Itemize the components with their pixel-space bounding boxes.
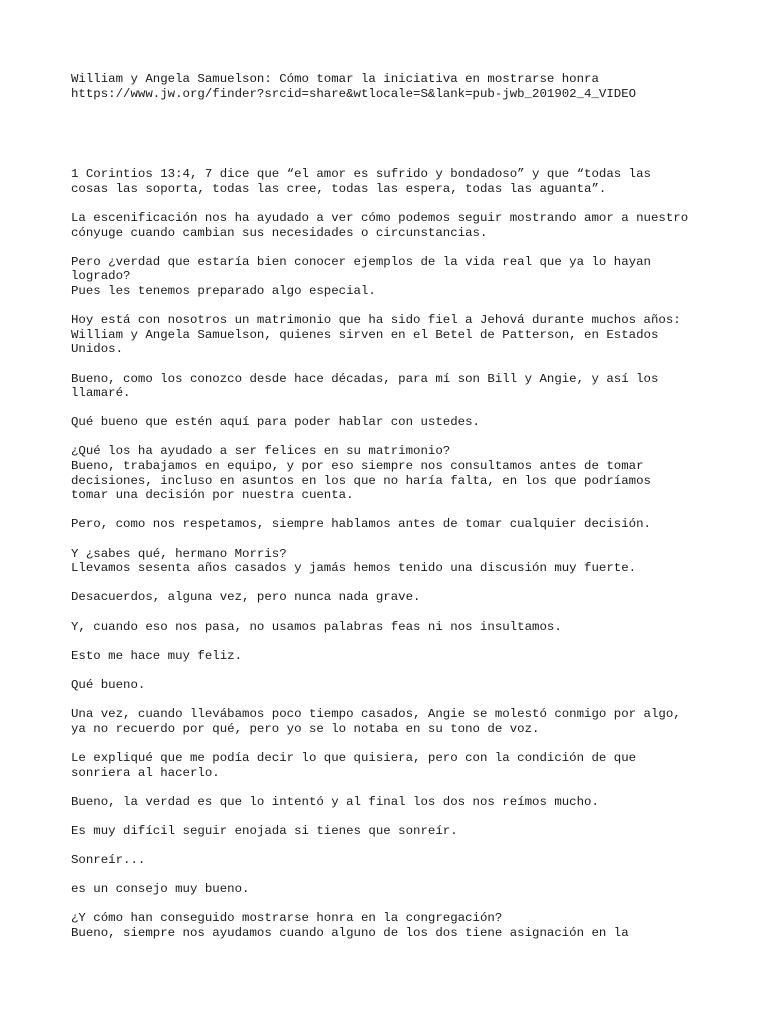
paragraph: ¿Y cómo han conseguido mostrarse honra en la congregación? Bueno, siempre nos ayudamos cuando alguno de los dos tiene asignación en la [71, 911, 629, 941]
paragraph: 1 Corintios 13:4, 7 dice que “el amor es sufrido y bondadoso” y que “todas las cosas las soporta, todas las cree, todas las espera, todas las aguanta”. [71, 167, 651, 196]
paragraph: Y ¿sabes qué, hermano Morris? Llevamos sesenta años casados y jamás hemos tenido una discusión muy fuerte. [71, 546, 637, 576]
paragraph: Qué bueno. [71, 677, 146, 692]
paragraph: Bueno, la verdad es que lo intentó y al final los dos nos reímos mucho. [71, 794, 599, 809]
paragraph: ¿Qué los ha ayudado a ser felices en su matrimonio? Bueno, trabajamos en equipo, y por eso siempre nos consultamos antes de tomar decisiones, incluso en asuntos en los que no haría falta, en los que podríamos tomar una decisión por nuestra cuenta. [71, 444, 651, 503]
paragraph: Pero ¿verdad que estaría bien conocer ejemplos de la vida real que ya lo hayan logrado? Pues les tenemos preparado algo especial. [71, 254, 651, 298]
paragraph: Pero, como nos respetamos, siempre hablamos antes de tomar cualquier decisión. [71, 517, 651, 532]
paragraph: Sonreír... [71, 853, 146, 868]
paragraph: Una vez, cuando llevábamos poco tiempo casados, Angie se molestó conmigo por algo, ya no recuerdo por qué, pero yo se lo notaba en su tono de voz. [71, 707, 681, 736]
paragraph: Y, cuando eso nos pasa, no usamos palabras feas ni nos insultamos. [71, 619, 562, 634]
paragraph: Qué bueno que estén aquí para poder hablar con ustedes. [71, 415, 480, 430]
paragraph: Desacuerdos, alguna vez, pero nunca nada grave. [71, 590, 421, 605]
paragraph: Esto me hace muy feliz. [71, 648, 243, 663]
document-title: William y Angela Samuelson: Cómo tomar la iniciativa en mostrarse honra [71, 72, 599, 86]
source-url: https://www.jw.org/finder?srcid=share&wtlocale=S&lank=pub-jwb_201902_4_VIDEO [71, 86, 637, 101]
paragraph: es un consejo muy bueno. [71, 882, 250, 897]
paragraph: Le expliqué que me podía decir lo que quisiera, pero con la condición de que sonriera al hacerlo. [71, 750, 637, 780]
paragraph: La escenificación nos ha ayudado a ver cómo podemos seguir mostrando amor a nuestro cónyuge cuando cambian sus necesidades o circunstancias. [71, 210, 689, 240]
paragraph: Bueno, como los conozco desde hace décadas, para mí son Bill y Angie, y así los llamaré. [71, 371, 659, 401]
transcript-body [71, 167, 751, 940]
document-header [71, 72, 751, 101]
paragraph: Es muy difícil seguir enojada si tienes que sonreír. [71, 823, 458, 838]
document-page [71, 64, 751, 955]
paragraph: Hoy está con nosotros un matrimonio que ha sido fiel a Jehová durante muchos años: William y Angela Samuelson, quienes sirven en el Betel de Patterson, en Estados Unidos. [71, 313, 681, 357]
